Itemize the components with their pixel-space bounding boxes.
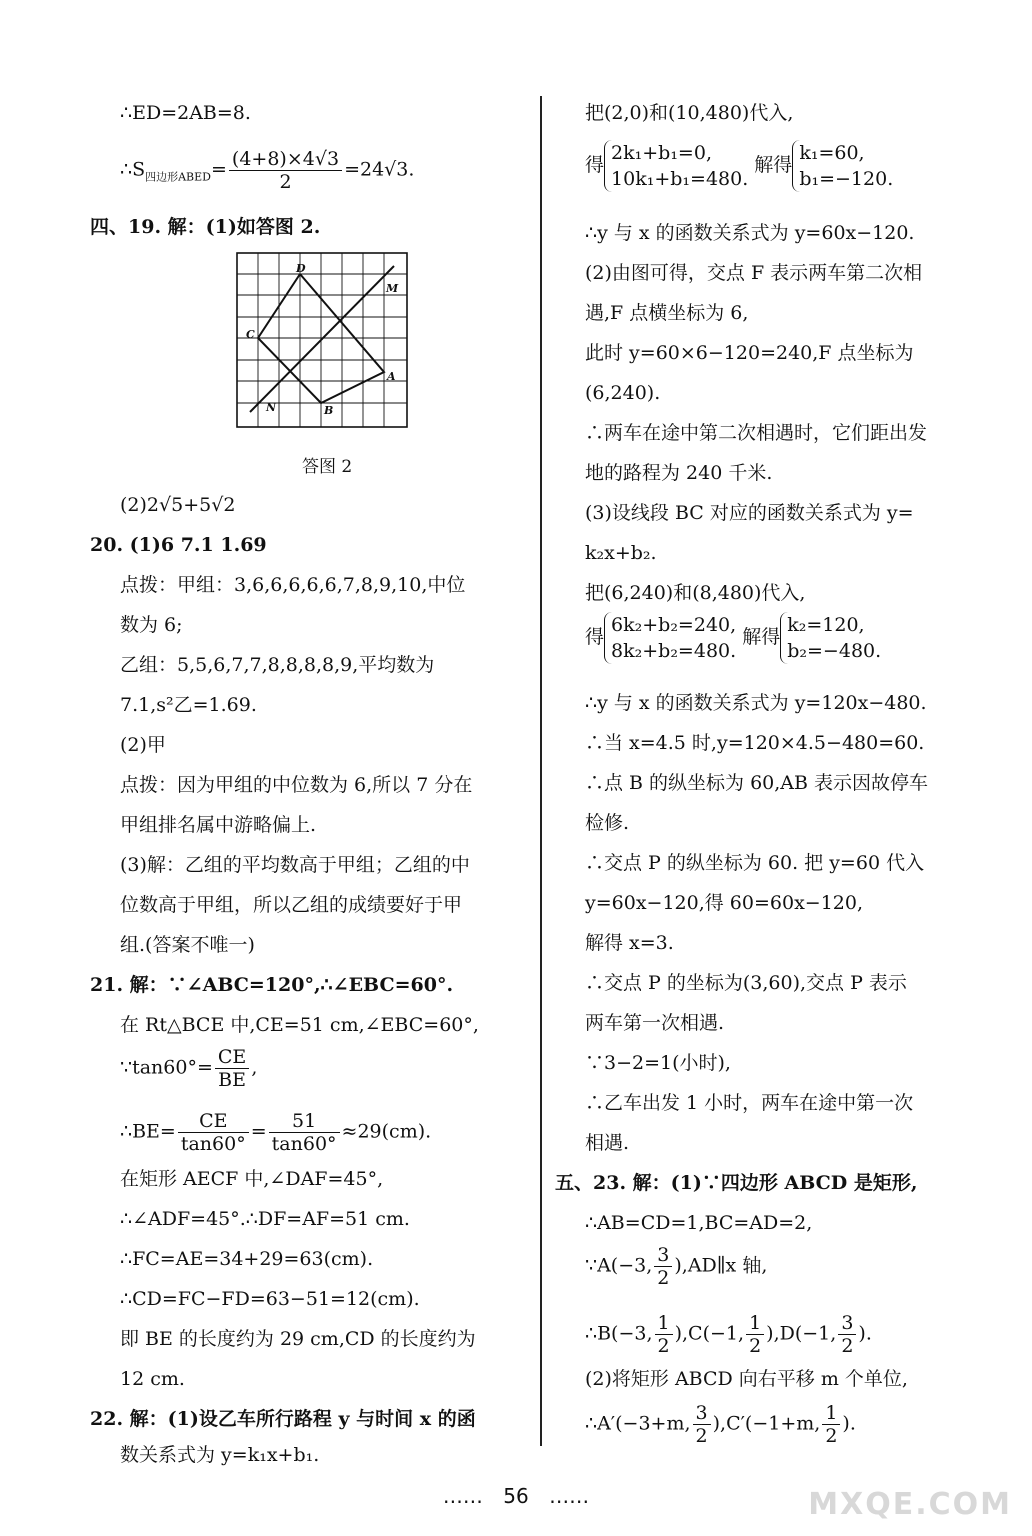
text-line: 检修. (585, 812, 630, 834)
text: 得 (585, 626, 605, 648)
text-line: ∴两车在途中第二次相遇时，它们距出发 (585, 422, 928, 444)
question-20-heading: 20. (1)6 7.1 1.69 (90, 534, 267, 556)
equation: 6k₂+b₂=240, (611, 614, 737, 636)
fraction (229, 148, 342, 193)
brace-group (604, 612, 736, 664)
text-line: ∴ED=2AB=8. (120, 102, 251, 124)
text-line: ∴CD=FC−FD=63−51=12(cm). (120, 1288, 420, 1310)
text-line: 组.(答案不唯一) (120, 934, 255, 956)
equation: b₁=−120. (799, 168, 894, 190)
footer-dots: …… (442, 1484, 483, 1508)
denominator: tan60° (271, 1133, 337, 1155)
text: , (251, 1056, 258, 1079)
numerator: 51 (269, 1110, 340, 1133)
text: = (250, 1120, 267, 1143)
text-line: y=60x−120,得 60=60x−120, (585, 892, 864, 914)
question-23-heading: 五、23. 解：(1)∵四边形 ABCD 是矩形, (555, 1172, 918, 1194)
text-line: 乙组：5,5,6,7,7,8,8,8,8,9,平均数为 (120, 654, 435, 676)
text: ∴S (120, 158, 146, 181)
text-line: 数为 6; (120, 614, 183, 636)
translated-points-line (585, 1402, 856, 1447)
text-line: 在 Rt△BCE 中,CE=51 cm,∠EBC=60°, (120, 1014, 479, 1036)
text-line: ∴AB=CD=1,BC=AD=2, (585, 1212, 813, 1234)
denominator: 2 (657, 1335, 670, 1357)
footer-dots: …… (549, 1484, 590, 1508)
fraction (822, 1402, 840, 1447)
points-bcd-line (585, 1312, 872, 1357)
label-n: N (266, 401, 277, 414)
grid-figure (236, 252, 408, 428)
area-formula (120, 148, 414, 193)
text-line: 点拨：甲组：3,6,6,6,6,6,7,8,9,10,中位 (120, 574, 466, 596)
equation: k₂=120, (787, 614, 865, 636)
text: ∴A′(−3+m, (585, 1412, 691, 1435)
fraction (655, 1312, 673, 1357)
brace-group (780, 612, 881, 664)
brace-group (604, 140, 748, 192)
denominator: 2 (657, 1267, 670, 1289)
fraction (693, 1402, 711, 1447)
text-line: (2)2√5+5√2 (120, 494, 236, 516)
text-line: 此时 y=60×6−120=240,F 点坐标为 (585, 342, 914, 364)
fraction (746, 1312, 764, 1357)
text: 解得 (754, 154, 793, 176)
equation: 10k₁+b₁=480. (611, 168, 749, 190)
text-line: 解得 x=3. (585, 932, 674, 954)
equation: 2k₁+b₁=0, (611, 142, 712, 164)
point-a-line (585, 1244, 767, 1289)
text-line: 地的路程为 240 千米. (585, 462, 773, 484)
text: ∵tan60°= (120, 1056, 213, 1079)
text-line: 在矩形 AECF 中,∠DAF=45°, (120, 1168, 384, 1190)
text-line: 遇,F 点横坐标为 6, (585, 302, 749, 324)
text: ≈29(cm). (341, 1120, 432, 1143)
text: 解得 (742, 626, 781, 648)
text: = (211, 158, 227, 181)
question-19-heading: 四、19. 解：(1)如答图 2. (90, 216, 321, 238)
numerator: (4+8)×4√3 (229, 148, 342, 171)
denominator: 2 (695, 1425, 708, 1447)
text-line: ∴交点 P 的坐标为(3,60),交点 P 表示 (585, 972, 907, 994)
text-line: 点拨：因为甲组的中位数为 6,所以 7 分在 (120, 774, 473, 796)
fraction (215, 1046, 249, 1091)
numerator: 1 (655, 1312, 673, 1335)
column-divider (540, 96, 542, 1446)
text-line: 把(2,0)和(10,480)代入, (585, 102, 794, 124)
text-line: (2)将矩形 ABCD 向右平移 m 个单位, (585, 1368, 908, 1390)
be-formula (120, 1110, 431, 1155)
text: ),AD∥x 轴, (674, 1254, 768, 1277)
text-line: (2)由图可得，交点 F 表示两车第二次相 (585, 262, 923, 284)
text-line: ∴∠ADF=45°.∴DF=AF=51 cm. (120, 1208, 410, 1230)
text-line: 12 cm. (120, 1368, 185, 1390)
question-21-heading: 21. 解：∵∠ABC=120°,∴∠EBC=60°. (90, 974, 454, 996)
equation: 8k₂+b₂=480. (611, 640, 737, 662)
text: ∴BE= (120, 1120, 176, 1143)
text-line: 把(6,240)和(8,480)代入, (585, 582, 806, 604)
numerator: 3 (838, 1312, 856, 1335)
equation-system-1 (585, 140, 893, 192)
page-number: 56 (503, 1484, 529, 1508)
text: ),D(−1, (766, 1322, 837, 1345)
fraction (269, 1110, 340, 1155)
text: ),C(−1, (674, 1322, 745, 1345)
text-line: 两车第一次相遇. (585, 1012, 725, 1034)
text-line: ∴y 与 x 的函数关系式为 y=60x−120. (585, 222, 915, 244)
text: ). (842, 1412, 856, 1435)
text: ∵A(−3, (585, 1254, 653, 1277)
text-line: ∴乙车出发 1 小时，两车在途中第一次 (585, 1092, 914, 1114)
question-22-heading: 22. 解：(1)设乙车所行路程 y 与时间 x 的函 (90, 1408, 476, 1430)
numerator: CE (215, 1046, 249, 1069)
fraction (838, 1312, 856, 1357)
text: 得 (585, 154, 605, 176)
text-line: ∴交点 P 的纵坐标为 60. 把 y=60 代入 (585, 852, 925, 874)
label-d: D (296, 262, 306, 275)
label-m: M (386, 282, 399, 295)
label-b: B (324, 404, 334, 417)
denominator: tan60° (180, 1133, 246, 1155)
text-line: 数关系式为 y=k₁x+b₁. (120, 1444, 320, 1466)
text-line: (6,240). (585, 382, 661, 404)
text-line: (3)设线段 BC 对应的函数关系式为 y= (585, 502, 914, 524)
brace-group (792, 140, 893, 192)
text-line: 7.1,s²乙=1.69. (120, 694, 257, 716)
text-line: k₂x+b₂. (585, 542, 657, 564)
text-line: ∴当 x=4.5 时,y=120×4.5−480=60. (585, 732, 925, 754)
label-c: C (246, 328, 255, 341)
figure-caption: 答图 2 (302, 457, 353, 477)
text-line: (2)甲 (120, 734, 166, 756)
text-line: 甲组排名属中游略偏上. (120, 814, 317, 836)
figure-lines (250, 266, 394, 412)
denominator: 2 (841, 1335, 854, 1357)
text-line: 位数高于甲组，所以乙组的成绩要好于甲 (120, 894, 463, 916)
denominator: BE (218, 1069, 247, 1091)
numerator: 3 (693, 1402, 711, 1425)
subscript: 四边形ABED (145, 170, 211, 184)
numerator: CE (178, 1110, 249, 1133)
text-line: ∴点 B 的纵坐标为 60,AB 表示因故停车 (585, 772, 929, 794)
text-line: (3)解：乙组的平均数高于甲组；乙组的中 (120, 854, 470, 876)
label-a: A (387, 370, 396, 383)
numerator: 1 (822, 1402, 840, 1425)
text: ),C′(−1+m, (712, 1412, 821, 1435)
text: =24√3. (344, 158, 415, 181)
text-line: 即 BE 的长度约为 29 cm,CD 的长度约为 (120, 1328, 476, 1350)
fraction (178, 1110, 249, 1155)
text-line: ∴FC=AE=34+29=63(cm). (120, 1248, 374, 1270)
watermark: MXQE.COM (808, 1487, 1012, 1522)
numerator: 1 (746, 1312, 764, 1335)
denominator: 2 (825, 1425, 838, 1447)
equation: b₂=−480. (787, 640, 882, 662)
tan-formula (120, 1046, 257, 1091)
fraction (654, 1244, 672, 1289)
equation: k₁=60, (799, 142, 865, 164)
text: ). (858, 1322, 872, 1345)
text-line: ∵3−2=1(小时), (585, 1052, 731, 1074)
equation-system-2 (585, 612, 881, 664)
text: ∴B(−3, (585, 1322, 653, 1345)
numerator: 3 (654, 1244, 672, 1267)
text-line: ∴y 与 x 的函数关系式为 y=120x−480. (585, 692, 927, 714)
denominator: 2 (279, 171, 292, 193)
denominator: 2 (749, 1335, 762, 1357)
text-line: 相遇. (585, 1132, 630, 1154)
